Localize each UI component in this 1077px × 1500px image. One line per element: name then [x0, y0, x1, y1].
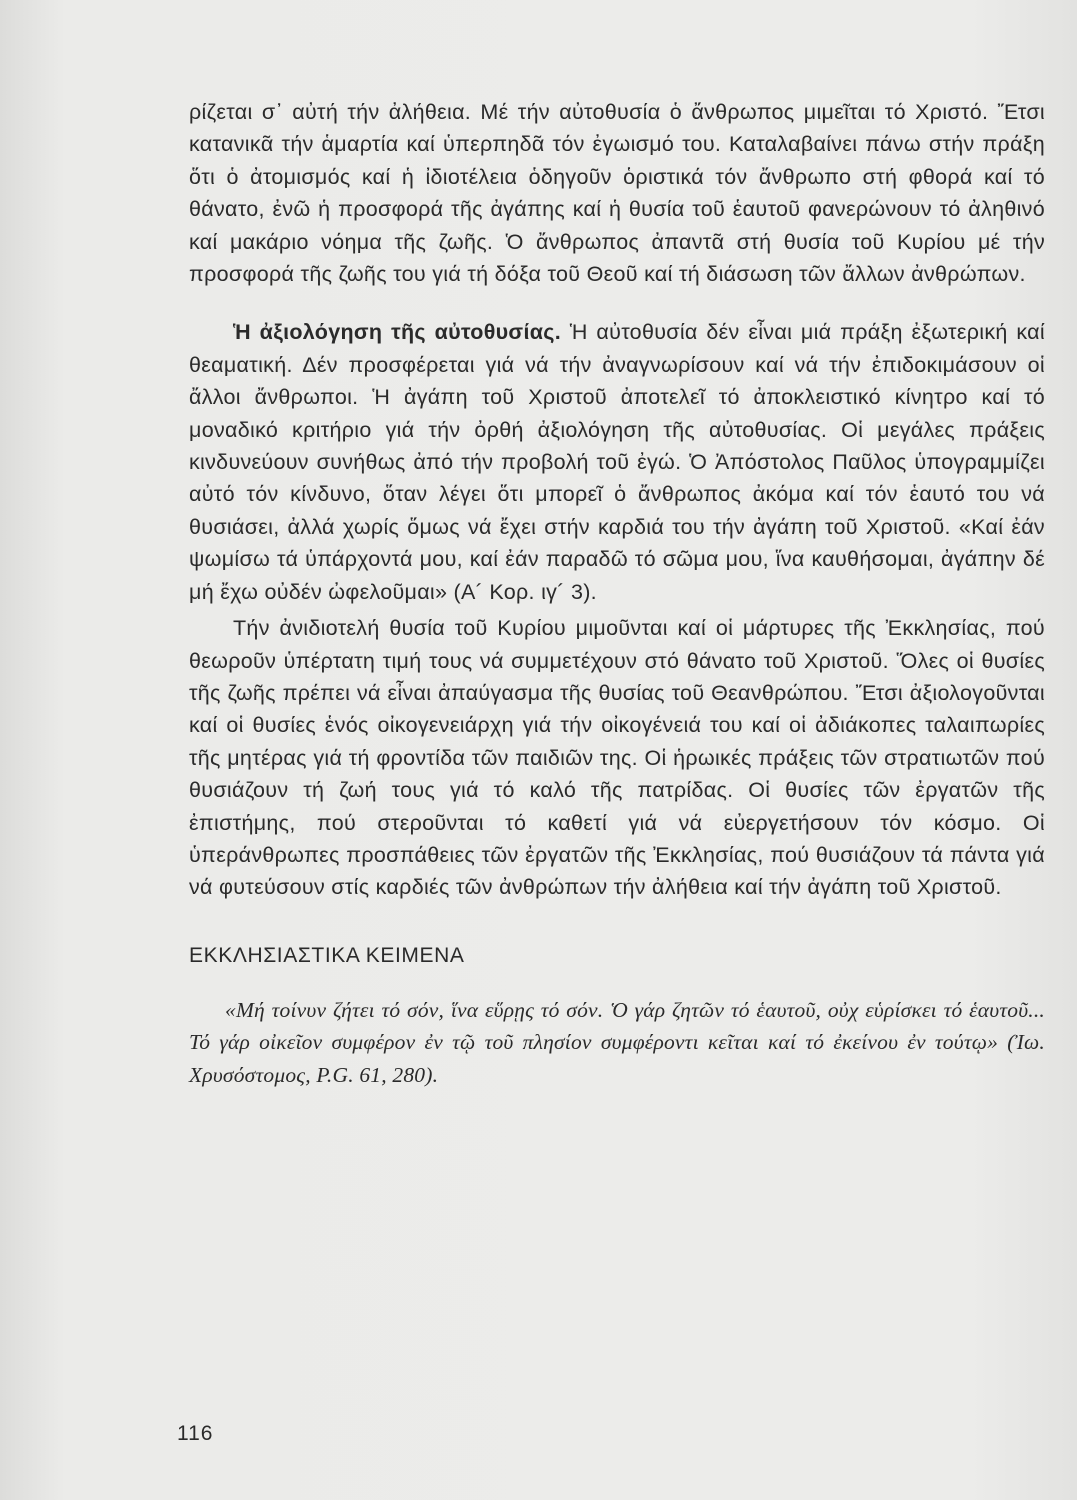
section-title: ΕΚΚΛΗΣΙΑΣΤΙΚΑ ΚΕΙΜΕΝΑ: [189, 943, 465, 967]
paragraph-2-body: Ἡ αὐτοθυσία δέν εἶναι μιά πράξη ἐξωτερική καί θεαματική. Δέν προσφέρεται γιά νά τήν ἀναγνωρίσουν καί νά τήν ἐπιδοκιμάσουν οἱ ἄλλοι ἄνθρωποι. Ἡ ἀγάπη τοῦ Χριστοῦ ἀποτελεῖ τό ἀποκλειστικό κίνητρο καί τό μοναδικό κριτήριο γιά τήν ὀρθή ἀξιολόγηση τῆς αὐτοθυσίας. Οἱ μεγάλες πράξεις κινδυνεύουν συνήθως ἀπό τήν προβολή τοῦ ἐγώ. Ὁ Ἀπόστολος Παῦλος ὑπογραμμίζει αὐτό τόν κίνδυνο, ὅταν λέγει ὅτι μπορεῖ ὁ ἄνθρωπος ἀκόμα καί τόν ἑαυτό του νά θυσιάσει, ἀλλά χωρίς ὅμως νά ἔχει στήν καρδιά του τήν ἀγάπη τοῦ Χριστοῦ. «Καί ἐάν ψωμίσω τά ὑπάρχοντά μου, καί ἐάν παραδῶ τό σῶμα μου, ἵνα καυθήσομαι, ἀγάπην δέ μή ἔχω οὐδέν ὠφελοῦμαι» (Α´ Κορ. ιγ´ 3).: [189, 320, 1045, 604]
paragraph-2: [189, 316, 1045, 608]
paragraph-2-heading: Ἡ ἀξιολόγηση τῆς αὐτοθυσίας.: [233, 320, 561, 345]
paragraph-3: Τήν ἀνιδιοτελή θυσία τοῦ Κυρίου μιμοῦνται καί οἱ μάρτυρες τῆς Ἐκκλησίας, πού θεωροῦν ὑπέρτατη τιμή τους νά συμμετέχουν στό θάνατο τοῦ Χριστοῦ. Ὅλες οἱ θυσίες τῆς ζωῆς πρέπει νά εἶναι ἀπαύγασμα τῆς θυσίας τοῦ Θεανθρώπου. Ἔτσι ἀξιολογοῦνται καί οἱ θυσίες ἑνός οἰκογενειάρχη γιά τήν οἰκογένειά του καί οἱ ἀδιάκοπες ταλαιπωρίες τῆς μητέρας γιά τή φροντίδα τῶν παιδιῶν της. Οἱ ἡρωικές πράξεις τῶν στρατιωτῶν πού θυσιάζουν τή ζωή τους γιά τό καλό τῆς πατρίδας. Οἱ θυσίες τῶν ἐργατῶν τῆς ἐπιστήμης, πού στεροῦνται τό καθετί γιά νά εὐεργετήσουν τόν κόσμο. Οἱ ὑπεράνθρωπες προσπάθειες τῶν ἐργατῶν τῆς Ἐκκλησίας, πού θυσιάζουν τά πάντα γιά νά φυτεύσουν στίς καρδιές τῶν ἀνθρώπων τήν ἀλήθεια καί τήν ἀγάπη τοῦ Χριστοῦ.: [189, 616, 1045, 900]
patristic-quote: «Μή τοίνυν ζήτει τό σόν, ἵνα εὕρῃς τό σόν. Ὁ γάρ ζητῶν τό ἑαυτοῦ, οὐχ εὑρίσκει τό ἑαυτοῦ... Τό γάρ οἰκεῖον συμφέρον ἐν τῷ τοῦ πλησίον συμφέροντι κεῖται καί τό ἐκείνου ἐν τούτῳ» (Ἰω. Χρυσόστομος, P.G. 61, 280).: [189, 997, 1045, 1087]
page-number: 116: [177, 1422, 214, 1445]
text-column: [189, 96, 1045, 1091]
paragraph-1: ρίζεται σ᾽ αὐτή τήν ἀλήθεια. Μέ τήν αὐτοθυσία ὁ ἄνθρωπος μιμεῖται τό Χριστό. Ἔτσι κατανικᾶ τήν ἁμαρτία καί ὑπερπηδᾶ τόν ἐγωισμό του. Καταλαβαίνει πάνω στήν πράξη ὅτι ὁ ἀτομισμός καί ἡ ἰδιοτέλεια ὁδηγοῦν ὁριστικά τόν ἄνθρωπο στή φθορά καί τό θάνατο, ἐνῶ ἡ προσφορά τῆς ἀγάπης καί ἡ θυσία τοῦ ἑαυτοῦ φανερώνουν τό ἀληθινό καί μακάριο νόημα τῆς ζωῆς. Ὁ ἄνθρωπος ἀπαντᾶ στή θυσία τοῦ Κυρίου μέ τήν προσφορά τῆς ζωῆς του γιά τή δόξα τοῦ Θεοῦ καί τή διάσωση τῶν ἄλλων ἀνθρώπων.: [189, 100, 1045, 287]
